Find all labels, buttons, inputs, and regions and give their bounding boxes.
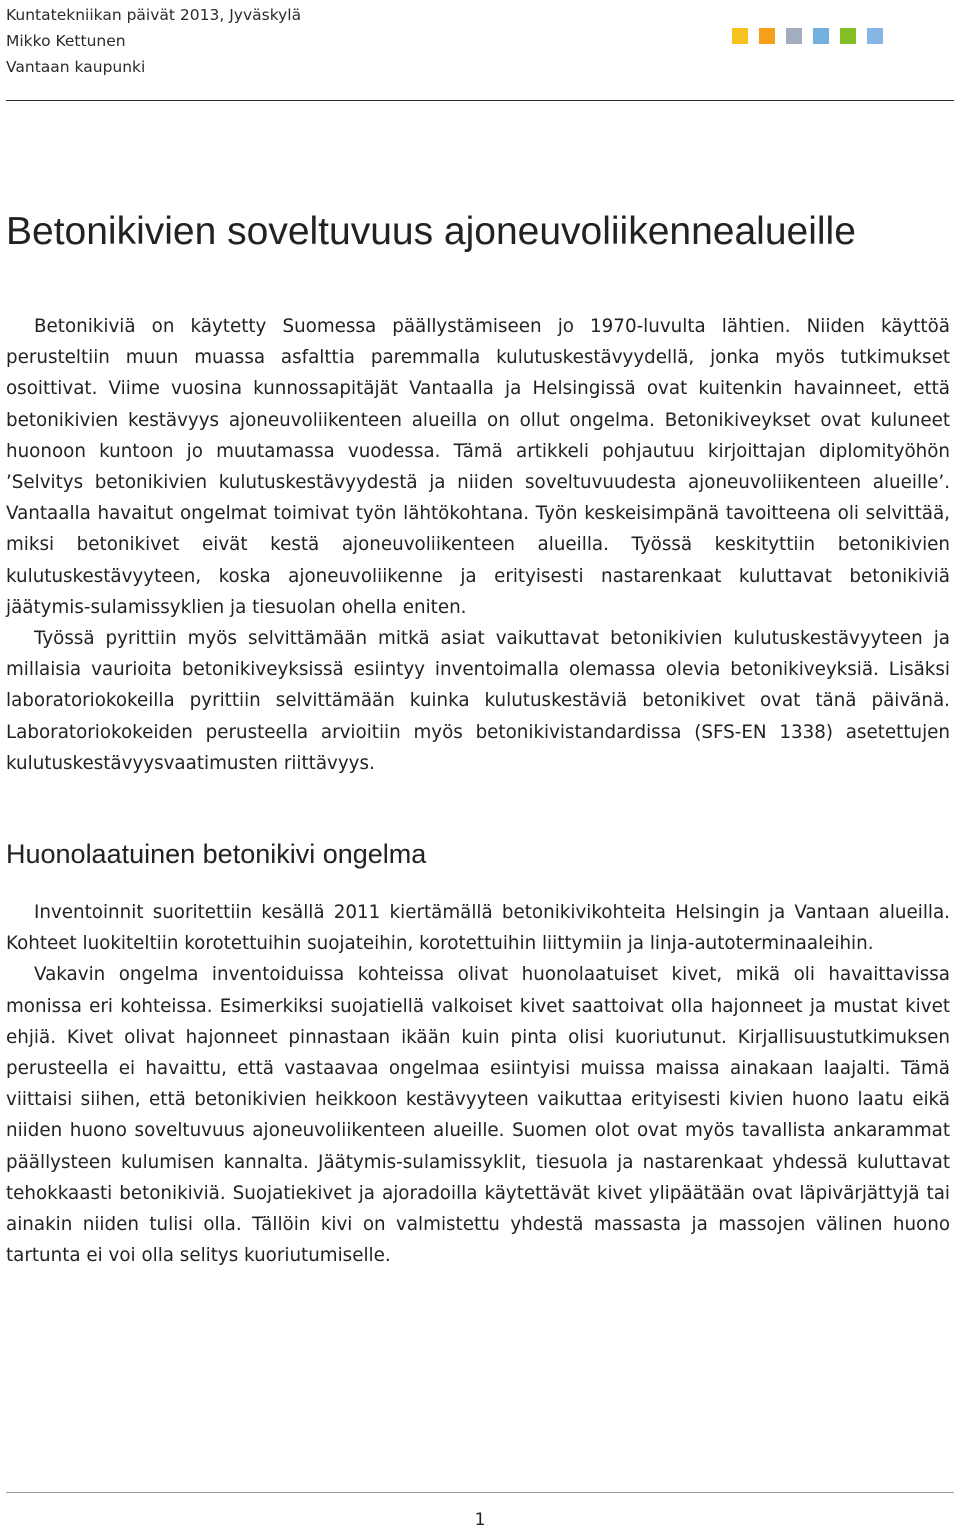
brand-square-3: [786, 28, 802, 44]
section-paragraph-1: Inventoinnit suoritettiin kesällä 2011 kiertämällä betonikivikohteita Helsingin ja Vantaan alueilla. Kohteet luokiteltiin korotettuihin suojateihin, korotettuihin liittymiin ja linja-autoterminaaleihin.: [6, 902, 950, 955]
section-heading: Huonolaatuinen betonikivi ongelma: [6, 839, 427, 869]
brand-squares-logo: [732, 28, 883, 44]
intro-text: [6, 311, 950, 779]
brand-square-2: [759, 28, 775, 44]
page-number: 1: [474, 1510, 486, 1530]
footer-divider: [6, 1492, 954, 1493]
intro-paragraph-2: Työssä pyrittiin myös selvittämään mitkä asiat vaikuttavat betonikivien kulutuskestävyyteen ja millaisia vaurioita betonikiveyksissä esiintyy inventoimalla olemassa olevia betonikiveyksiä. Lisäksi laboratoriokokeilla pyrittiin selvittämään kuinka kulutuskestäviä betonikivet ovat tänä päivänä. Laboratoriokokeiden perusteella arvioitiin myös betonikivistandardissa (SFS-EN 1338) asetettujen kulutuskestävyysvaatimusten riittävyys.: [6, 628, 950, 774]
brand-square-5: [840, 28, 856, 44]
header-divider: [6, 100, 954, 101]
section-paragraph-2: Vakavin ongelma inventoiduissa kohteissa olivat huonolaatuiset kivet, mikä oli havaittavissa monissa eri kohteissa. Esimerkiksi suojatiellä valkoiset kivet saattoivat olla hajonneet ja mustat kivet ehjiä. Kivet olivat hajonneet pinnastaan ikään kuin pinta olisi kuoriutunut. Kirjallisuustutkimuksen perusteella ei havaittu, että vastaavaa ongelmaa esiintyisi muissa maissa ainakaan laajalti. Tämä viittaisi siihen, että betonikivien heikkoon kestävyyteen vaikuttaa erityisesti kivien huono laatu eikä niiden huono soveltuvuus ajoneuvoliikenteen alueille. Suomen olot ovat myös tavallista ankarammat päällysteen kulumisen kannalta. Jäätymis-sulamissyklit, tiesuola ja nastarenkaat yhdessä kuluttavat tehokkaasti betonikiviä. Suojatiekivet ja ajoradoilla käytettävät kivet ylipäätään ovat läpivärjättyjä tai ainakin niiden tulisi olla. Tällöin kivi on valmistettu yhdestä massasta ja massojen välinen huono tartunta ei voi olla selitys kuoriutumiselle.: [6, 964, 950, 1267]
document-header: [6, 2, 301, 80]
event-name: Kuntatekniikan päivät 2013, Jyväskylä: [6, 6, 302, 24]
page-title: Betonikivien soveltuvuus ajoneuvoliikennealueille: [6, 210, 856, 253]
brand-square-6: [867, 28, 883, 44]
author-name: Mikko Kettunen: [6, 32, 126, 50]
organization-name: Vantaan kaupunki: [6, 58, 146, 76]
brand-square-4: [813, 28, 829, 44]
brand-square-1: [732, 28, 748, 44]
intro-paragraph-1: Betonikiviä on käytetty Suomessa päällystämiseen jo 1970-luvulta lähtien. Niiden käyttöä perusteltiin muun muassa asfalttia paremmalla kulutuskestävyydellä, jonka myös tutkimukset osoittivat. Viime vuosina kunnossapitäjät Vantaalla ja Helsingissä ovat kuitenkin havainneet, että betonikivien kestävyys ajoneuvoliikenteen alueilla on ollut ongelma. Betonikiveykset ovat kuluneet huonoon kuntoon jo muutamassa vuodessa. Tämä artikkeli pohjautuu kirjoittajan diplomityöhön ’Selvitys betonikivien kulutuskestävyydestä ja niiden soveltuvuudesta ajoneuvoliikenteen alueille’. Vantaalla havaitut ongelmat toimivat työn lähtökohtana. Työn keskeisimpänä tavoitteena oli selvittää, miksi betonikivet eivät kestä ajoneuvoliikenteen alueilla. Työssä keskityttiin betonikivien kulutuskestävyyteen, koska ajoneuvoliikenne ja erityisesti nastarenkaat kuluttavat betonikiviä jäätymis-sulamissyklien ja tiesuolan ohella eniten.: [6, 316, 950, 618]
section-text: [6, 897, 950, 1271]
